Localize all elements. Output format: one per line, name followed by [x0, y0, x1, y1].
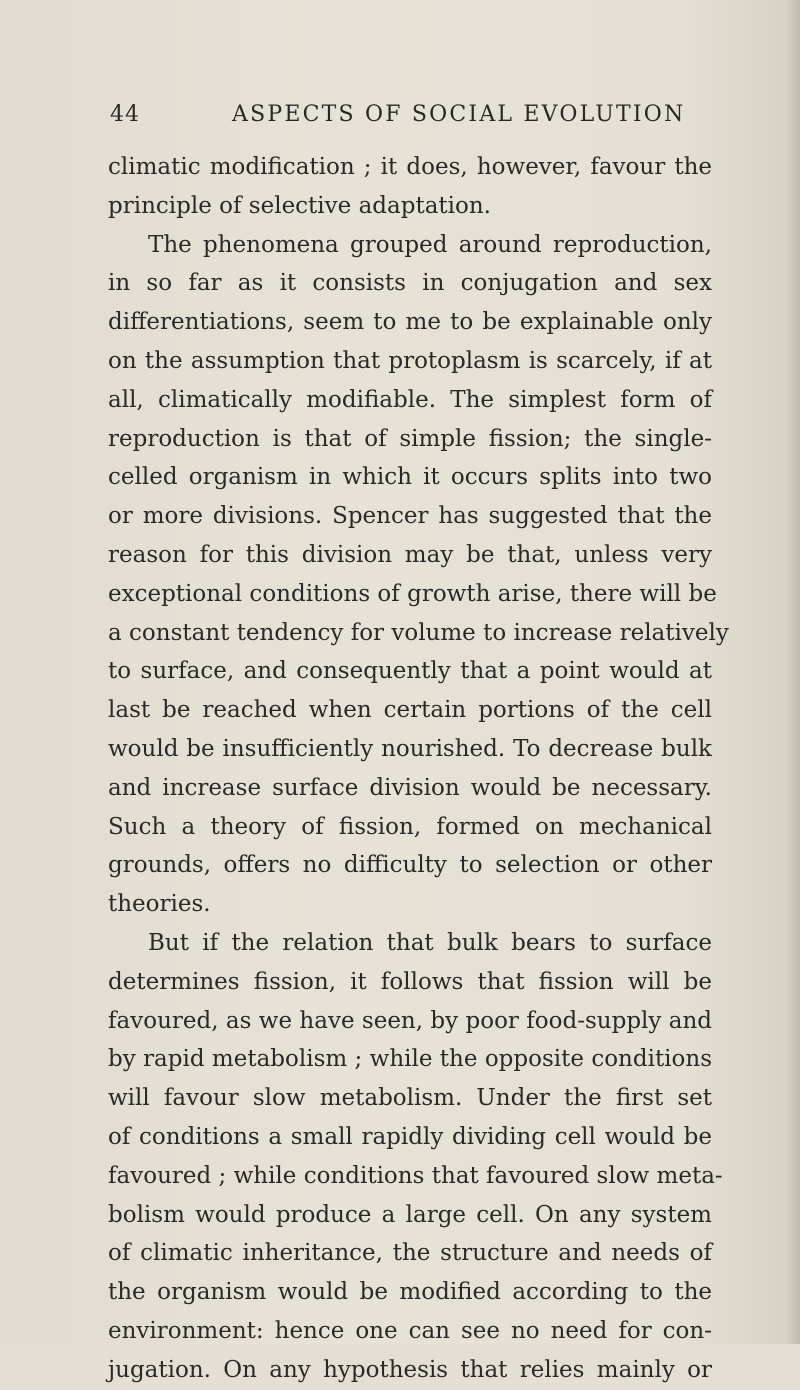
text-line: all, climatically modifiable. The simplest form of	[108, 386, 712, 413]
text-line: jugation. On any hypothesis that relies mainly or	[108, 1356, 712, 1383]
text-line: climatic modification ; it does, however, favour the	[108, 154, 712, 180]
text-line: favoured, as we have seen, by poor food-supply and	[108, 1007, 712, 1034]
text-line: by rapid metabolism ; while the opposite conditions	[108, 1046, 712, 1073]
text-line: last be reached when certain portions of the cell	[108, 697, 712, 724]
running-title: ASPECTS OF SOCIAL EVOLUTION	[232, 102, 686, 127]
text-line: reproduction is that of simple fission; the single-	[108, 425, 712, 452]
text-line: determines fission, it follows that fission will be	[108, 968, 712, 995]
text-line: But if the relation that bulk bears to surface	[148, 929, 712, 956]
text-line: celled organism in which it occurs splits into two	[108, 464, 712, 491]
text-line: on the assumption that protoplasm is scarcely, if at	[108, 347, 712, 374]
page-edge-shadow	[786, 0, 800, 1344]
text-line: of conditions a small rapidly dividing cell would be	[108, 1123, 712, 1150]
text-line: of climatic inheritance, the structure and needs of	[108, 1240, 712, 1267]
body-text	[108, 148, 729, 1390]
text-line: a constant tendency for volume to increase relatively	[108, 619, 729, 646]
text-line: principle of selective adaptation.	[108, 192, 491, 219]
text-line: differentiations, seem to me to be explainable only	[108, 309, 712, 336]
text-line: to surface, and consequently that a point would at	[108, 658, 712, 685]
text-line: and increase surface division would be necessary.	[108, 774, 712, 801]
text-line: Such a theory of fission, formed on mechanical	[108, 813, 712, 840]
text-line: or more divisions. Spencer has suggested that the	[108, 503, 712, 530]
text-line: the organism would be modified according to the	[108, 1279, 712, 1306]
running-head	[0, 102, 800, 142]
text-line: will favour slow metabolism. Under the first set	[108, 1085, 712, 1112]
page-number: 44	[110, 102, 140, 127]
text-line: exceptional conditions of growth arise, there will be	[108, 580, 717, 607]
text-line: environment: hence one can see no need for con-	[108, 1317, 712, 1344]
text-line: reason for this division may be that, unless very	[108, 541, 712, 568]
text-line: bolism would produce a large cell. On any system	[108, 1201, 712, 1228]
text-line: theories.	[108, 891, 211, 918]
text-line: favoured ; while conditions that favoured slow meta-	[108, 1162, 723, 1189]
text-line: grounds, offers no difficulty to selection or other	[108, 852, 712, 879]
text-line: The phenomena grouped around reproduction,	[148, 231, 712, 258]
text-line: would be insufficiently nourished. To decrease bulk	[108, 735, 712, 762]
text-line: in so far as it consists in conjugation and sex	[108, 270, 712, 297]
